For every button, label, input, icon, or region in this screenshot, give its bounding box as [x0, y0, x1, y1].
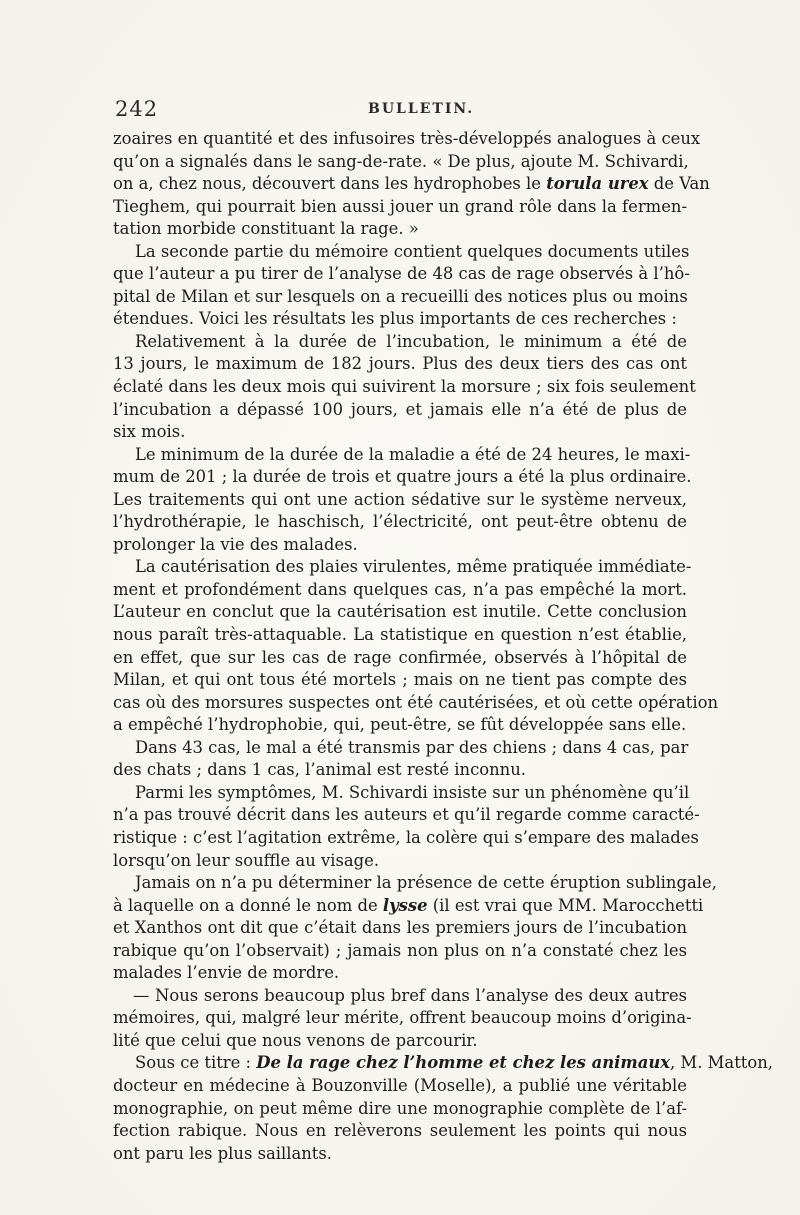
text-line: mum de 201 ; la durée de trois et quatre jours a été la plus ordinaire. [113, 467, 692, 487]
text-line: monographie, on peut même dire une monographie complète de l’af- [113, 1098, 687, 1118]
text-line: que l’auteur a pu tirer de l’analyse de 48 cas de rage observés à l’hô- [113, 264, 690, 284]
text-line: éclaté dans les deux mois qui suivirent la morsure ; six fois seulement [113, 377, 696, 397]
running-head: BULLETIN. [368, 101, 475, 117]
text-line: L’auteur en conclut que la cautérisation est inutile. Cette conclusion [113, 602, 687, 622]
page-header [115, 97, 685, 121]
text-line: Dans 43 cas, le mal a été transmis par des chiens ; dans 4 cas, par [135, 737, 689, 757]
text-line: 13 jours, le maximum de 182 jours. Plus des deux tiers des cas ont [113, 354, 687, 374]
text-line: a empêché l’hydrophobie, qui, peut-être, se fût développée sans elle. [113, 715, 687, 735]
text-line: qu’on a signalés dans le sang-de-rate. « De plus, ajoute M. Schivardi, [113, 151, 689, 171]
text-line: ont paru les plus saillants. [113, 1143, 333, 1163]
text-line: pital de Milan et sur lesquels on a recueilli des notices plus ou moins [113, 286, 688, 306]
page-number: 242 [115, 97, 159, 121]
text-line: Relativement à la durée de l’incubation, le minimum a été de [135, 331, 687, 351]
text-line: mémoires, qui, malgré leur mérite, offrent beaucoup moins d’origina- [113, 1008, 692, 1028]
text-line: tation morbide constituant la rage. » [113, 219, 419, 239]
text-line: rabique qu’on l’observait) ; jamais non plus on n’a constaté chez les [113, 940, 687, 960]
text-line: nous paraît très-attaquable. La statistique en question n’est établie, [113, 625, 687, 645]
text-line: des chats ; dans 1 cas, l’animal est resté inconnu. [113, 760, 526, 780]
text-line: prolonger la vie des malades. [113, 534, 358, 554]
text-line: malades l’envie de mordre. [113, 963, 340, 983]
text-line: on a, chez nous, découvert dans les hydrophobes le torula urex de Van [113, 174, 710, 194]
text-line: fection rabique. Nous en relèverons seulement les points qui nous [113, 1121, 687, 1141]
text-line: étendues. Voici les résultats les plus importants de ces recherches : [113, 309, 677, 329]
text-line: Jamais on n’a pu déterminer la présence de cette éruption sublingale, [135, 873, 717, 893]
text-line: docteur en médecine à Bouzonville (Moselle), a publié une véritable [113, 1075, 687, 1095]
text-line: La seconde partie du mémoire contient quelques documents utiles [135, 241, 690, 261]
text-line: lorsqu’on leur souffle au visage. [113, 850, 380, 870]
text-line: et Xanthos ont dit que c’était dans les premiers jours de l’incubation [113, 918, 687, 938]
text-line: Sous ce titre : De la rage chez l’homme et chez les animaux, M. Matton, [135, 1053, 774, 1073]
body-text [113, 128, 774, 1165]
text-line: Parmi les symptômes, M. Schivardi insiste sur un phénomène qu’il [135, 782, 690, 802]
text-line: zoaires en quantité et des infusoires très-développés analogues à ceux [113, 129, 701, 148]
text-line: n’a pas trouvé décrit dans les auteurs et qu’il regarde comme caracté- [113, 805, 700, 825]
text-line: Le minimum de la durée de la maladie a été de 24 heures, le maxi- [135, 444, 691, 464]
text-line: l’hydrothérapie, le haschisch, l’électricité, ont peut-être obtenu de [113, 512, 687, 532]
text-line: lité que celui que nous venons de parcourir. [113, 1030, 478, 1050]
text-line: — Nous serons beaucoup plus bref dans l’analyse des deux autres [133, 985, 687, 1005]
text-line: La cautérisation des plaies virulentes, même pratiquée immédiate- [135, 557, 692, 577]
text-line: six mois. [113, 422, 186, 442]
text-line: l’incubation a dépassé 100 jours, et jamais elle n’a été de plus de [113, 399, 687, 419]
text-line: Tieghem, qui pourrait bien aussi jouer un grand rôle dans la fermen- [113, 196, 687, 216]
text-line: Les traitements qui ont une action sédative sur le système nerveux, [113, 489, 687, 509]
text-line: Milan, et qui ont tous été mortels ; mais on ne tient pas compte des [113, 670, 687, 690]
text-line: cas où des morsures suspectes ont été cautérisées, et où cette opération [113, 692, 718, 712]
text-line: ristique : c’est l’agitation extrême, la colère qui s’empare des malades [113, 827, 699, 847]
text-line: à laquelle on a donné le nom de lysse (il est vrai que MM. Marocchetti [113, 895, 704, 915]
text-line: ment et profondément dans quelques cas, n’a pas empêché la mort. [113, 579, 687, 599]
text-line: en effet, que sur les cas de rage confirmée, observés à l’hôpital de [113, 647, 687, 667]
